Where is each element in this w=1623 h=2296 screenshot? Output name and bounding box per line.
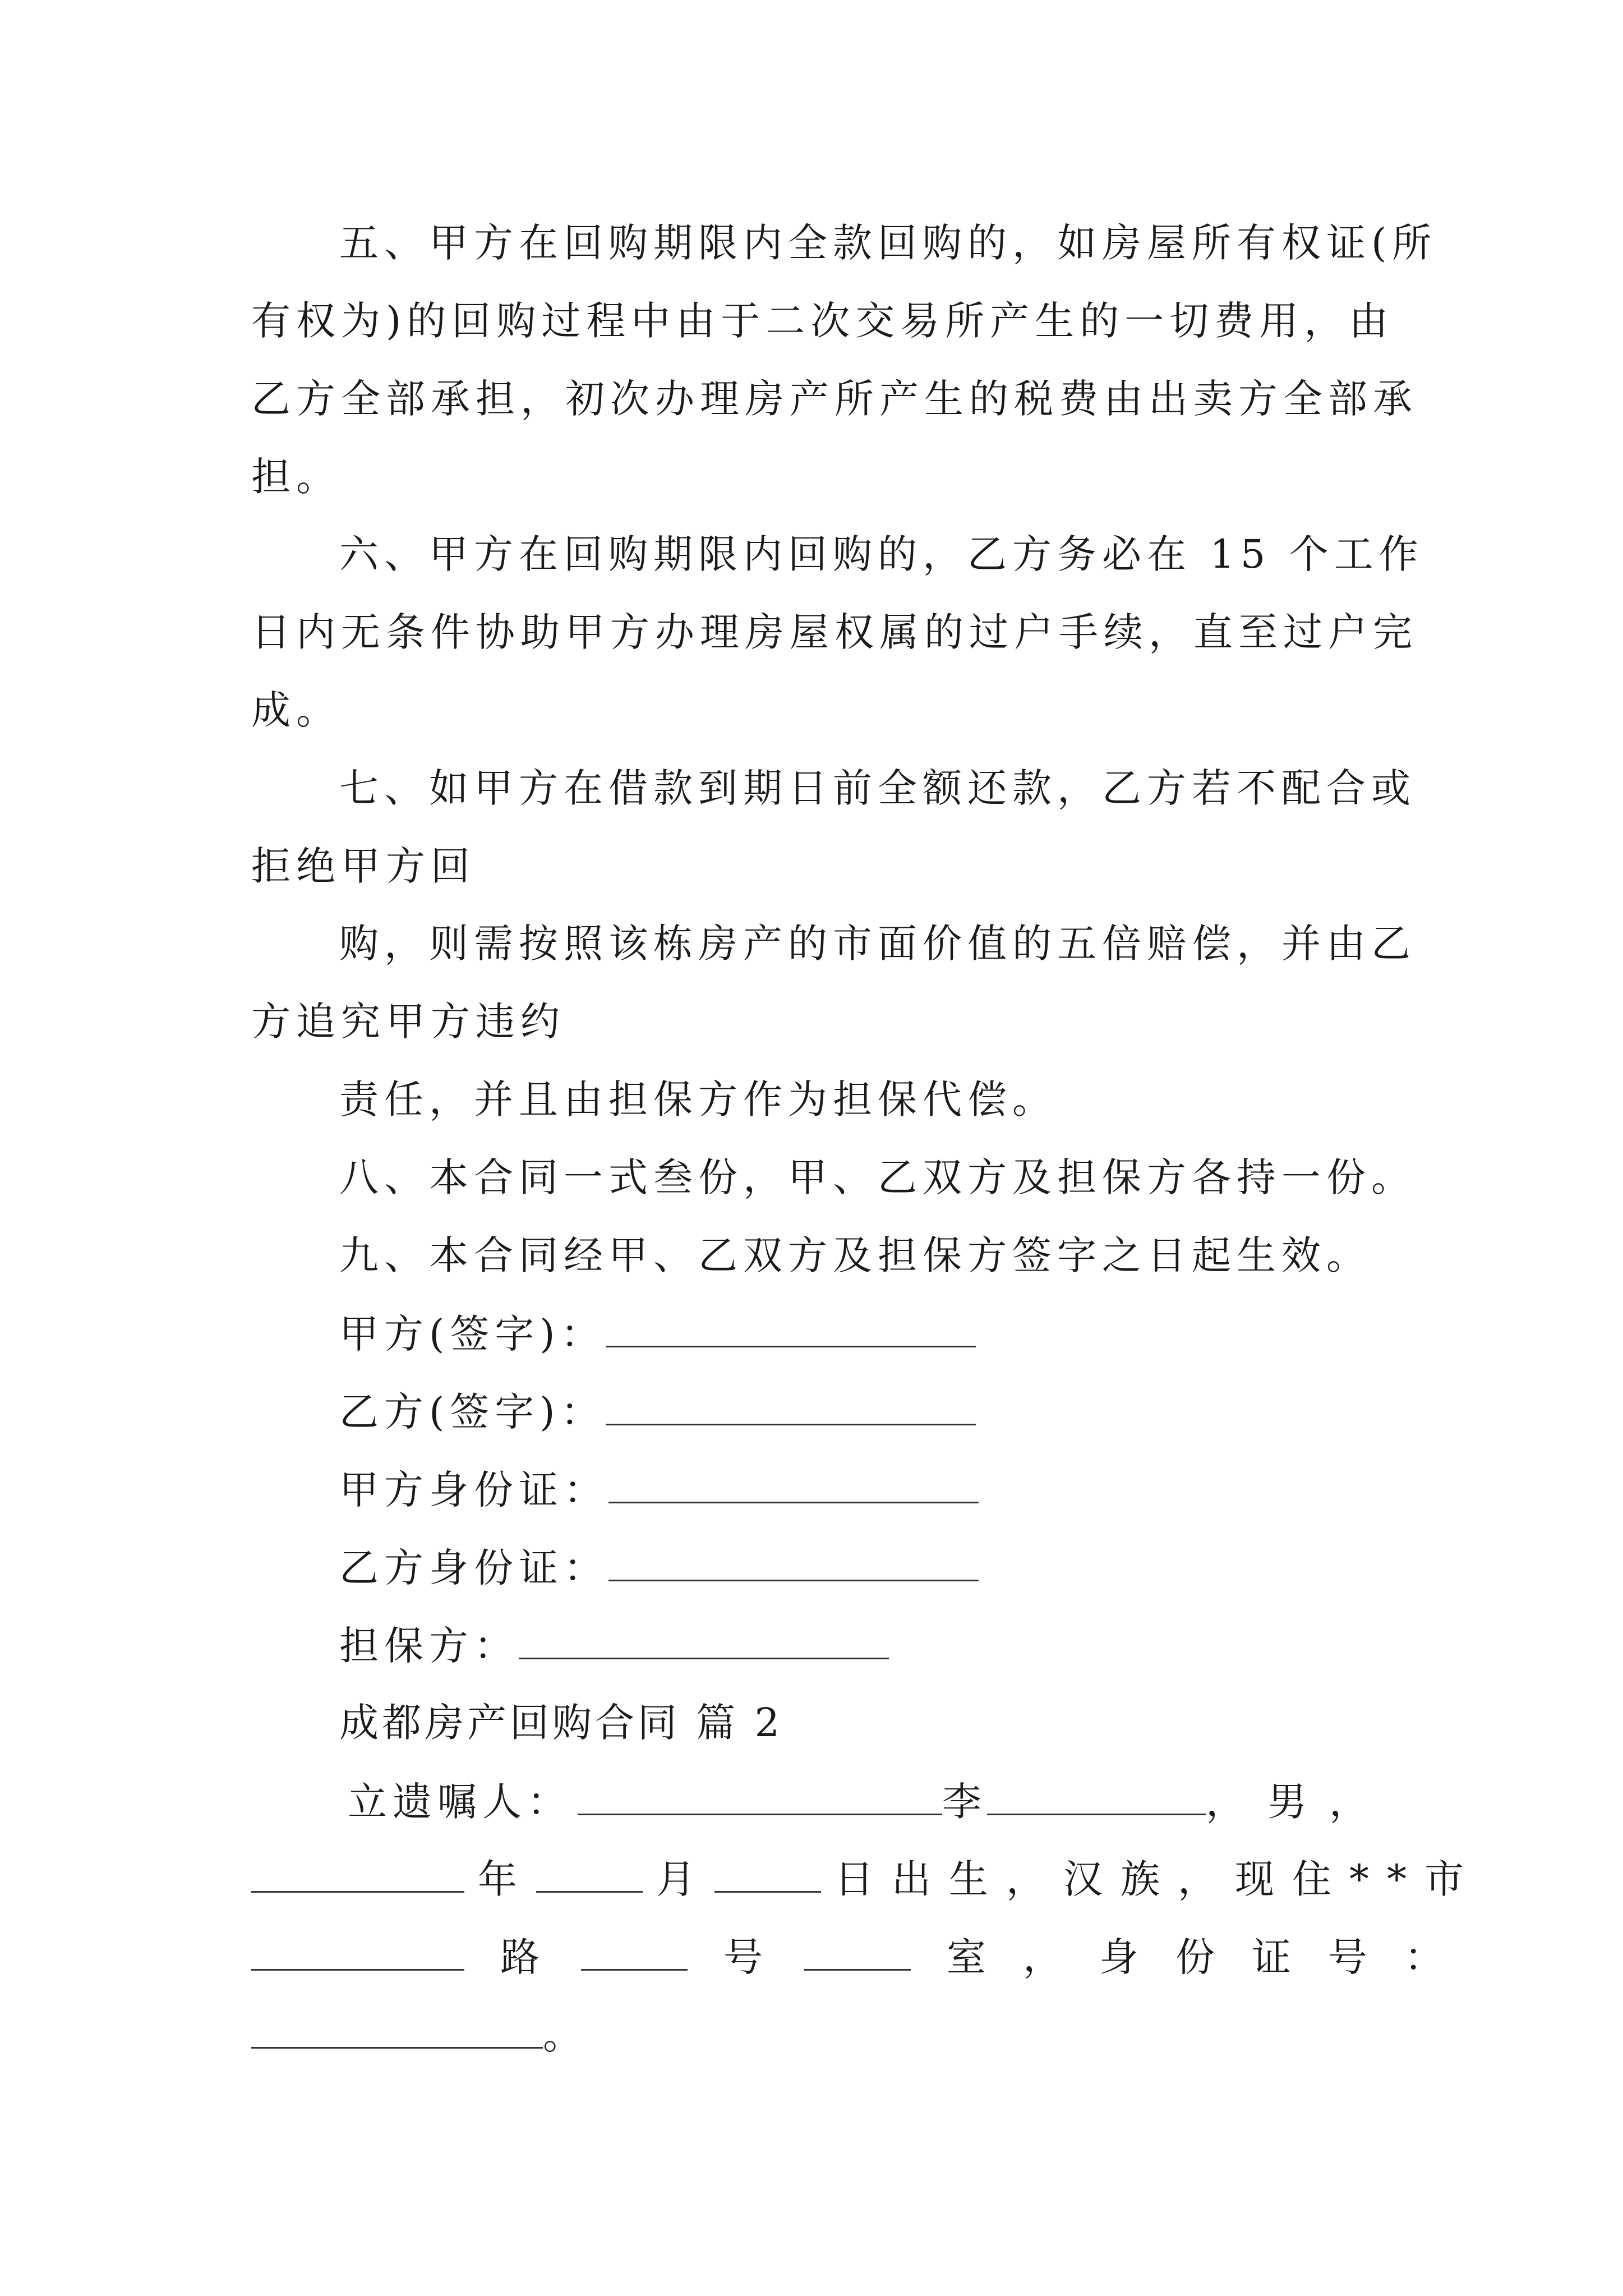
party-a-id-label: 甲方身份证： [339, 1467, 608, 1513]
section2-title: 成都房产回购合同 篇 2 [339, 1700, 783, 1746]
room-number-blank[interactable] [804, 1936, 911, 1971]
number-label: 号 [723, 1934, 768, 1980]
clause8-line: 八、本合同一式叁份，甲、乙双方及担保方各持一份。 [339, 1154, 1416, 1200]
house-number-blank[interactable] [581, 1936, 688, 1971]
party-b-signature-row [339, 1389, 976, 1435]
road-name-blank[interactable] [251, 1936, 464, 1971]
clause6-line1: 六、甲方在回购期限内回购的，乙方务必在 15 个工作 [339, 531, 1424, 577]
party-a-sign-label: 甲方(签字)： [339, 1311, 606, 1357]
clause5-line4: 担。 [251, 454, 341, 500]
will-line1 [348, 1779, 1391, 1825]
party-b-id-label: 乙方身份证： [339, 1545, 608, 1591]
clause5-line3: 乙方全部承担，初次办理房产所产生的税费由出卖方全部承 [251, 376, 1418, 422]
clause9-line: 九、本合同经甲、乙双方及担保方签字之日起生效。 [339, 1232, 1371, 1278]
clause7-line3: 购，则需按照该栋房产的市面价值的五倍赔偿，并由乙 [339, 921, 1416, 967]
id-number-label: 身份证号： [1099, 1934, 1481, 1980]
testator-given-name-blank[interactable] [987, 1781, 1206, 1815]
testator-label: 立遗嘱人： [348, 1779, 572, 1825]
party-a-id-blank[interactable] [608, 1469, 979, 1503]
testator-name-blank[interactable] [578, 1781, 942, 1815]
road-label: 路 [500, 1934, 545, 1980]
birth-residence-text: 日出生，汉族，现住**市 [834, 1856, 1482, 1902]
room-label: 室， [947, 1934, 1099, 1980]
party-a-sign-blank[interactable] [606, 1313, 976, 1347]
year-label: 年 [478, 1856, 523, 1902]
testator-gender: ，男， [1206, 1779, 1391, 1825]
party-b-sign-blank[interactable] [606, 1391, 976, 1425]
birth-month-blank[interactable] [536, 1858, 643, 1893]
clause7-line4: 方追究甲方违约 [251, 999, 565, 1045]
clause7-line1: 七、如甲方在借款到期日前全额还款，乙方若不配合或 [339, 765, 1416, 811]
party-a-id-row [339, 1467, 979, 1513]
party-b-id-row [339, 1545, 979, 1591]
guarantor-blank[interactable] [519, 1625, 889, 1659]
clause7-line2: 拒绝甲方回 [251, 843, 476, 889]
will-line3 [251, 1934, 1481, 1980]
party-b-id-blank[interactable] [608, 1547, 979, 1581]
clause5-line1: 五、甲方在回购期限内全款回购的，如房屋所有权证(所 [339, 220, 1437, 266]
month-label: 月 [656, 1856, 701, 1902]
will-line2 [251, 1856, 1482, 1902]
clause5-line2: 有权为)的回购过程中由于二次交易所产生的一切费用，由 [251, 298, 1394, 344]
guarantor-label: 担保方： [339, 1623, 519, 1669]
clause6-line2: 日内无条件协助甲方办理房屋权属的过户手续，直至过户完 [251, 609, 1418, 655]
clause7-line5: 责任，并且由担保方作为担保代偿。 [339, 1076, 1057, 1122]
will-line4 [251, 2012, 588, 2058]
party-b-sign-label: 乙方(签字)： [339, 1389, 606, 1435]
clause6-line3: 成。 [251, 687, 341, 733]
birth-year-blank[interactable] [251, 1858, 464, 1893]
guarantor-row [339, 1623, 889, 1669]
id-number-blank[interactable] [251, 2014, 543, 2049]
party-a-signature-row [339, 1311, 976, 1357]
testator-surname: 李 [942, 1779, 987, 1825]
will-line4-end: 。 [543, 2012, 588, 2058]
birth-day-blank[interactable] [714, 1858, 821, 1893]
